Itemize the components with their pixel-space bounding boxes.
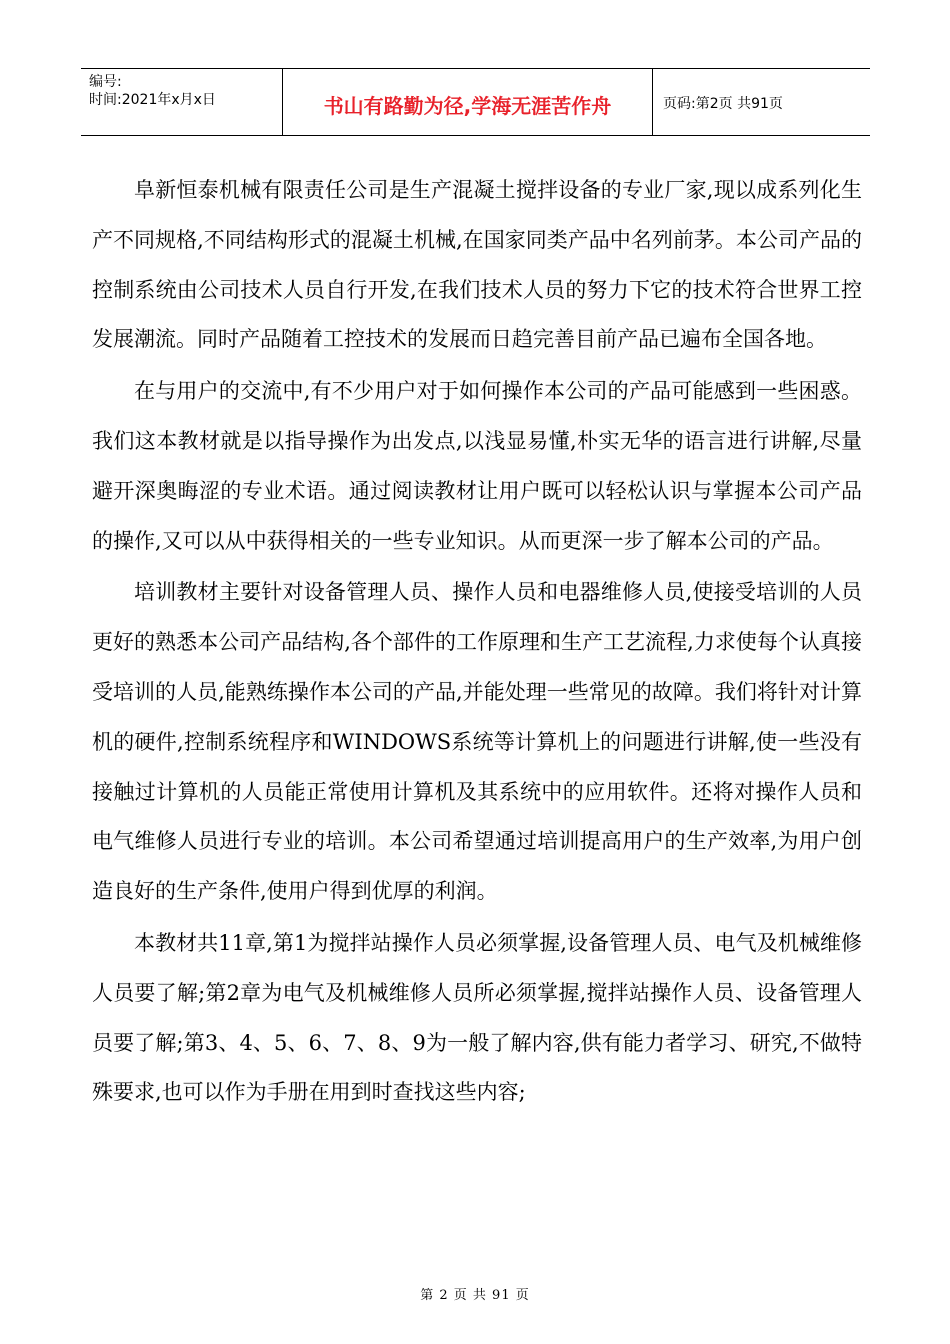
document-body bbox=[92, 166, 862, 1120]
body-paragraph-2: 在与用户的交流中,有不少用户对于如何操作本公司的产品可能感到一些困惑。我们这本教材就是以指导操作为出发点,以浅显易懂,朴实无华的语言进行讲解,尽量避开深奥晦涩的专业术语。通过阅读教材让用户既可以轻松认识与掌握本公司产品的操作,又可以从中获得相关的一些专业知识。从而更深一步了解本公司的产品。 bbox=[92, 379, 862, 553]
header-page-info: 页码:第2页 共91页 bbox=[663, 96, 783, 112]
page-header bbox=[81, 68, 870, 136]
document-time-label: 时间:2021年x月x日 bbox=[89, 92, 216, 108]
header-meta-cell bbox=[81, 69, 283, 135]
body-paragraph-3: 培训教材主要针对设备管理人员、操作人员和电器维修人员,使接受培训的人员更好的熟悉本公司产品结构,各个部件的工作原理和生产工艺流程,力求使每个认真接受培训的人员,能熟练操作本公司的产品,并能处理一些常见的故障。我们将针对计算机的硬件,控制系统程序和WINDOWS系统等计算机上的问题进行讲解,使一些没有接触过计算机的人员能正常使用计算机及其系统中的应用软件。还将对操作人员和电气维修人员进行专业的培训。本公司希望通过培训提高用户的生产效率,为用户创造良好的生产条件,使用户得到优厚的利润。 bbox=[92, 580, 862, 904]
header-motto: 书山有路勤为径,学海无涯苦作舟 bbox=[283, 69, 653, 135]
body-paragraph-1: 阜新恒泰机械有限责任公司是生产混凝土搅拌设备的专业厂家,现以成系列化生产不同规格,不同结构形式的混凝土机械,在国家同类产品中名列前茅。本公司产品的控制系统由公司技术人员自行开发,在我们技术人员的努力下它的技术符合世界工控发展潮流。同时产品随着工控技术的发展而日趋完善目前产品已遍布全国各地。 bbox=[92, 178, 862, 352]
body-paragraph-4: 本教材共11章,第1为搅拌站操作人员必须掌握,设备管理人员、电气及机械维修人员要了解;第2章为电气及机械维修人员所必须掌握,搅拌站操作人员、设备管理人员要了解;第3、4、5、6、7、8、9为一般了解内容,供有能力者学习、研究,不做特殊要求,也可以作为手册在用到时查找这些内容; bbox=[92, 930, 862, 1105]
page-footer: 第 2 页 共 91 页 bbox=[420, 1288, 530, 1303]
document-number-label: 编号: bbox=[89, 74, 122, 90]
